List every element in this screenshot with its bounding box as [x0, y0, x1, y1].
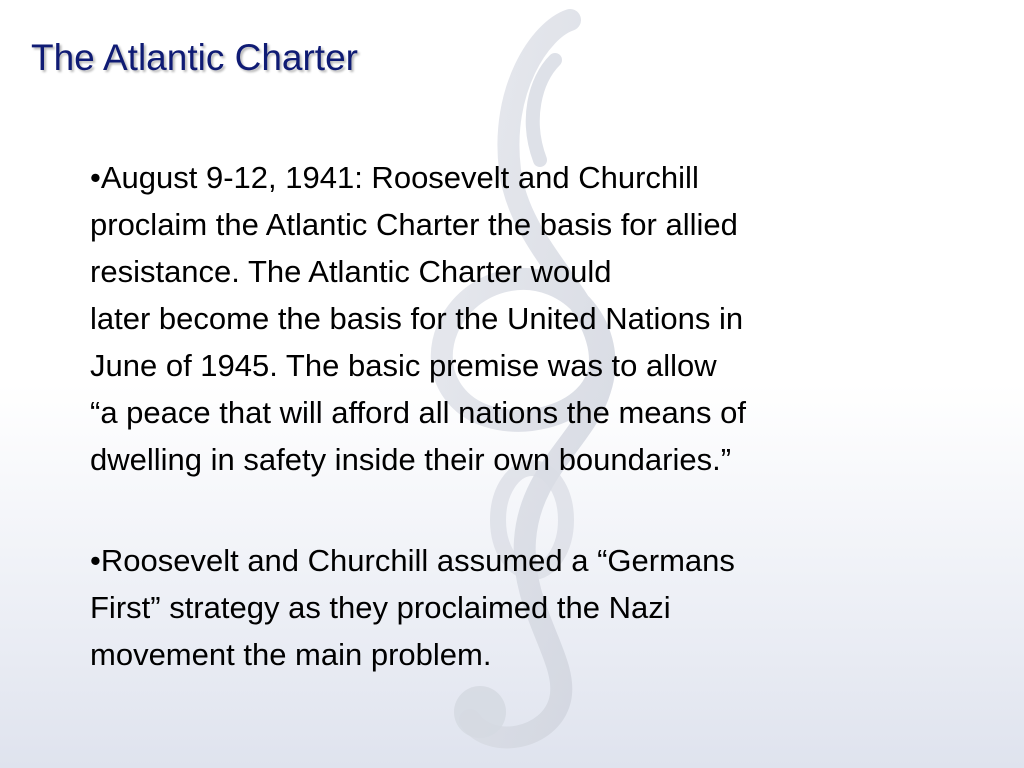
slide-title: The Atlantic Charter	[31, 37, 358, 78]
bullet-atlantic-charter: •August 9-12, 1941: Roosevelt and Churchill proclaim the Atlantic Charter the basis for allied resistance. The Atlantic Charter would later become the basis for the United Nations in June of 1945. The basic premise was to allow “a peace that will afford all nations the means of dwelling in safety inside their own boundaries.”	[90, 160, 746, 477]
slide-content	[90, 154, 970, 678]
bullet-germans-first: •Roosevelt and Churchill assumed a “Germans First” strategy as they proclaimed the Nazi movement the main problem.	[90, 543, 735, 672]
